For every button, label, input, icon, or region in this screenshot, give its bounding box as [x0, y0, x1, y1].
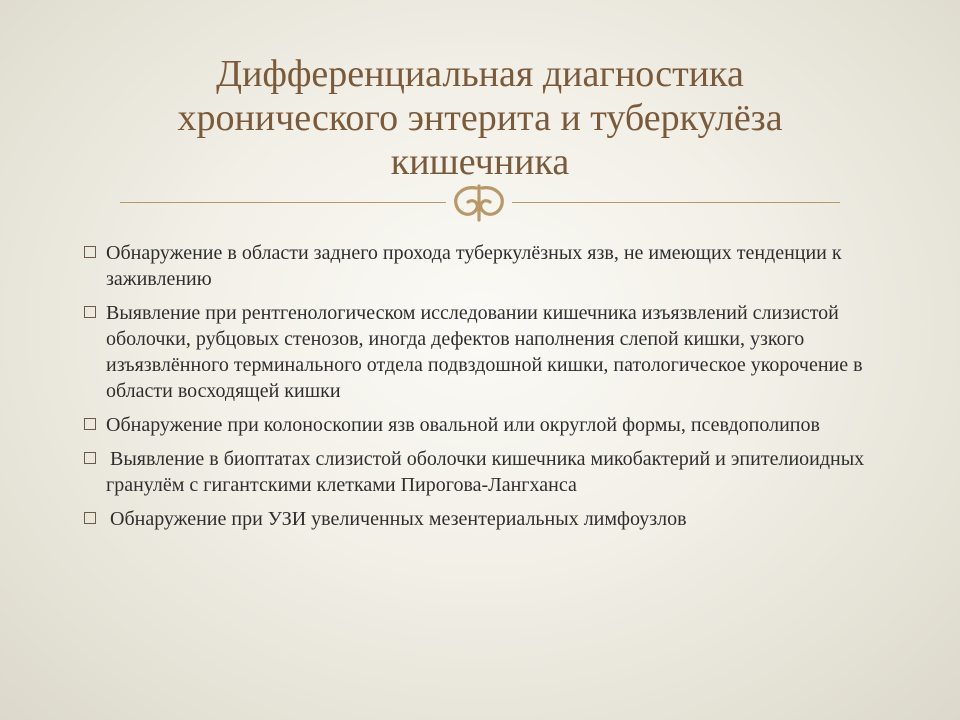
divider-line-left [120, 202, 446, 203]
title-line-2: хронического энтерита и туберкулёза [177, 97, 783, 139]
bullet-list [82, 240, 892, 540]
list-item [82, 412, 892, 438]
title-line-1: Дифференциальная диагностика [216, 53, 744, 95]
checkbox-square-icon [84, 306, 96, 318]
list-item [82, 240, 892, 292]
list-item [82, 300, 892, 404]
list-item-text: Обнаружение при УЗИ увеличенных мезентериальных лимфоузлов [110, 508, 687, 530]
ornament-flourish-icon [446, 180, 512, 224]
checkbox-square-icon [84, 512, 96, 524]
list-item [82, 506, 892, 532]
title-divider [120, 182, 840, 222]
title-line-3: кишечника [390, 141, 570, 183]
list-item-text: Обнаружение в области заднего прохода туберкулёзных язв, не имеющих тенденции к заживлению [106, 242, 842, 290]
slide-title [80, 52, 880, 184]
list-item-text: Выявление в биоптатах слизистой оболочки кишечника микобактерий и эпителиоидных гранулём с гигантскими клетками Пирогова-Лангханса [106, 448, 865, 496]
list-item [82, 446, 892, 498]
list-item-text: Обнаружение при колоноскопии язв овальной или округлой формы, псевдополипов [106, 414, 820, 436]
list-item-text: Выявление при рентгенологическом исследовании кишечника изъязвлений слизистой оболочки, рубцовых стенозов, иногда дефектов наполнения слепой кишки, узкого изъязвлённого терминального отдела подвздошной кишки, патологическое укорочение в области восходящей кишки [106, 302, 863, 402]
checkbox-square-icon [84, 246, 96, 258]
divider-line-right [512, 202, 840, 203]
checkbox-square-icon [84, 452, 96, 464]
checkbox-square-icon [84, 418, 96, 430]
